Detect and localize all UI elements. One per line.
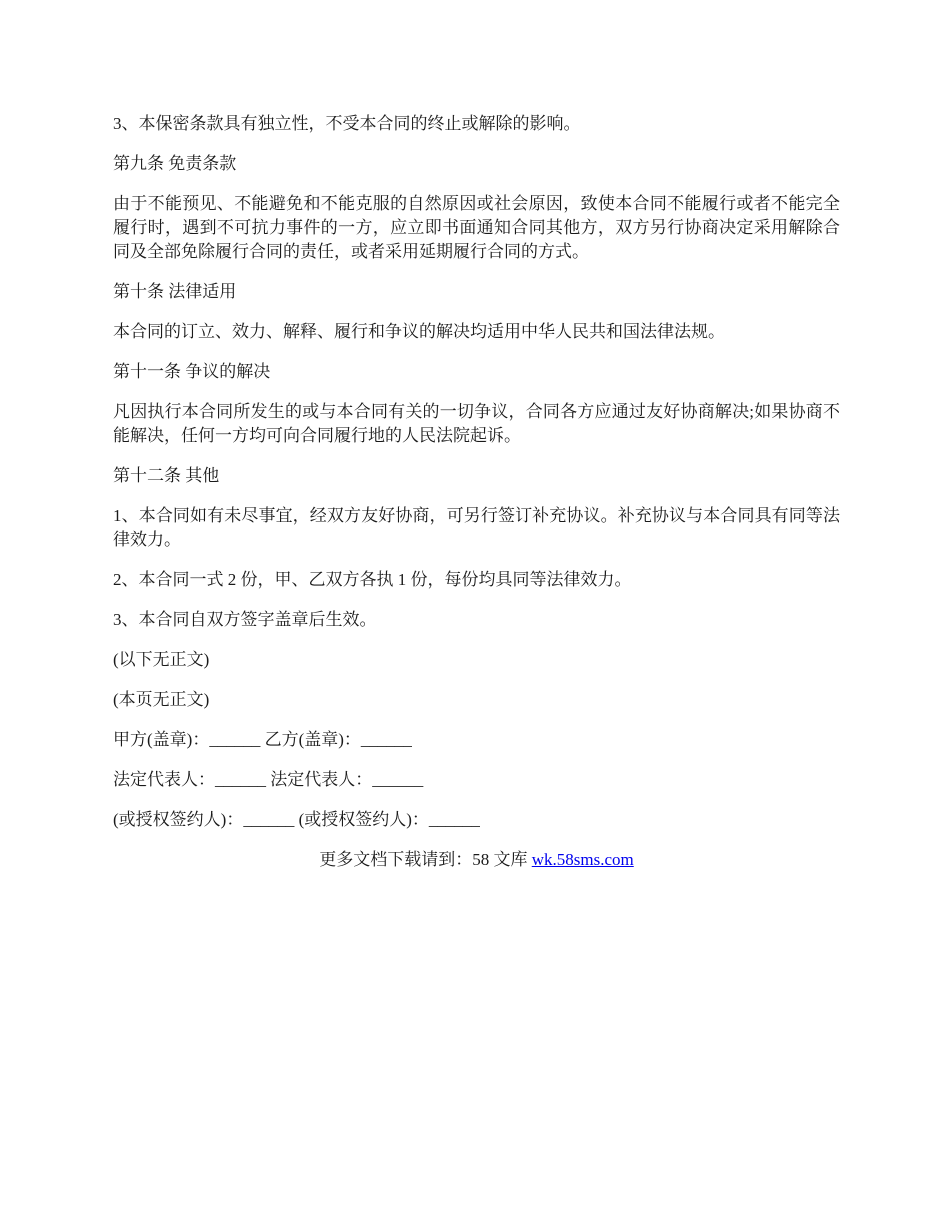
article-9-body: 由于不能预见、不能避免和不能克服的自然原因或社会原因，致使本合同不能履行或者不能完全履行时，遇到不可抗力事件的一方，应立即书面通知合同其他方，双方另行协商决定采用解除合同及全部免除履行合同的责任，或者采用延期履行合同的方式。 <box>113 194 840 261</box>
footer-text: 更多文档下载请到：58 文库 <box>319 850 532 869</box>
document-page <box>113 112 840 872</box>
legal-rep-signature-line: 法定代表人：______ 法定代表人：______ <box>113 770 424 789</box>
article-10-body: 本合同的订立、效力、解释、履行和争议的解决均适用中华人民共和国法律法规。 <box>113 322 725 341</box>
article-12-heading: 第十二条 其他 <box>113 466 220 485</box>
seal-signature-line: 甲方(盖章)：______ 乙方(盖章)：______ <box>113 730 412 749</box>
article-12-item-3: 3、本合同自双方签字盖章后生效。 <box>113 610 377 629</box>
article-9-heading: 第九条 免责条款 <box>113 154 237 173</box>
article-10-heading: 第十条 法律适用 <box>113 282 237 301</box>
footer-link[interactable]: wk.58sms.com <box>531 850 634 869</box>
clause-8-item-3: 3、本保密条款具有独立性，不受本合同的终止或解除的影响。 <box>113 114 581 133</box>
no-text-page-note: (本页无正文) <box>113 690 210 709</box>
authorized-signatory-line: (或授权签约人)：______ (或授权签约人)：______ <box>113 810 480 829</box>
article-12-item-1: 1、本合同如有未尽事宜，经双方友好协商，可另行签订补充协议。补充协议与本合同具有同等法律效力。 <box>113 506 840 549</box>
download-footer <box>113 848 840 872</box>
no-text-below-note: (以下无正文) <box>113 650 210 669</box>
article-11-body: 凡因执行本合同所发生的或与本合同有关的一切争议，合同各方应通过友好协商解决;如果协商不能解决，任何一方均可向合同履行地的人民法院起诉。 <box>113 402 840 445</box>
article-11-heading: 第十一条 争议的解决 <box>113 362 271 381</box>
article-12-item-2: 2、本合同一式 2 份，甲、乙双方各执 1 份，每份均具同等法律效力。 <box>113 570 632 589</box>
